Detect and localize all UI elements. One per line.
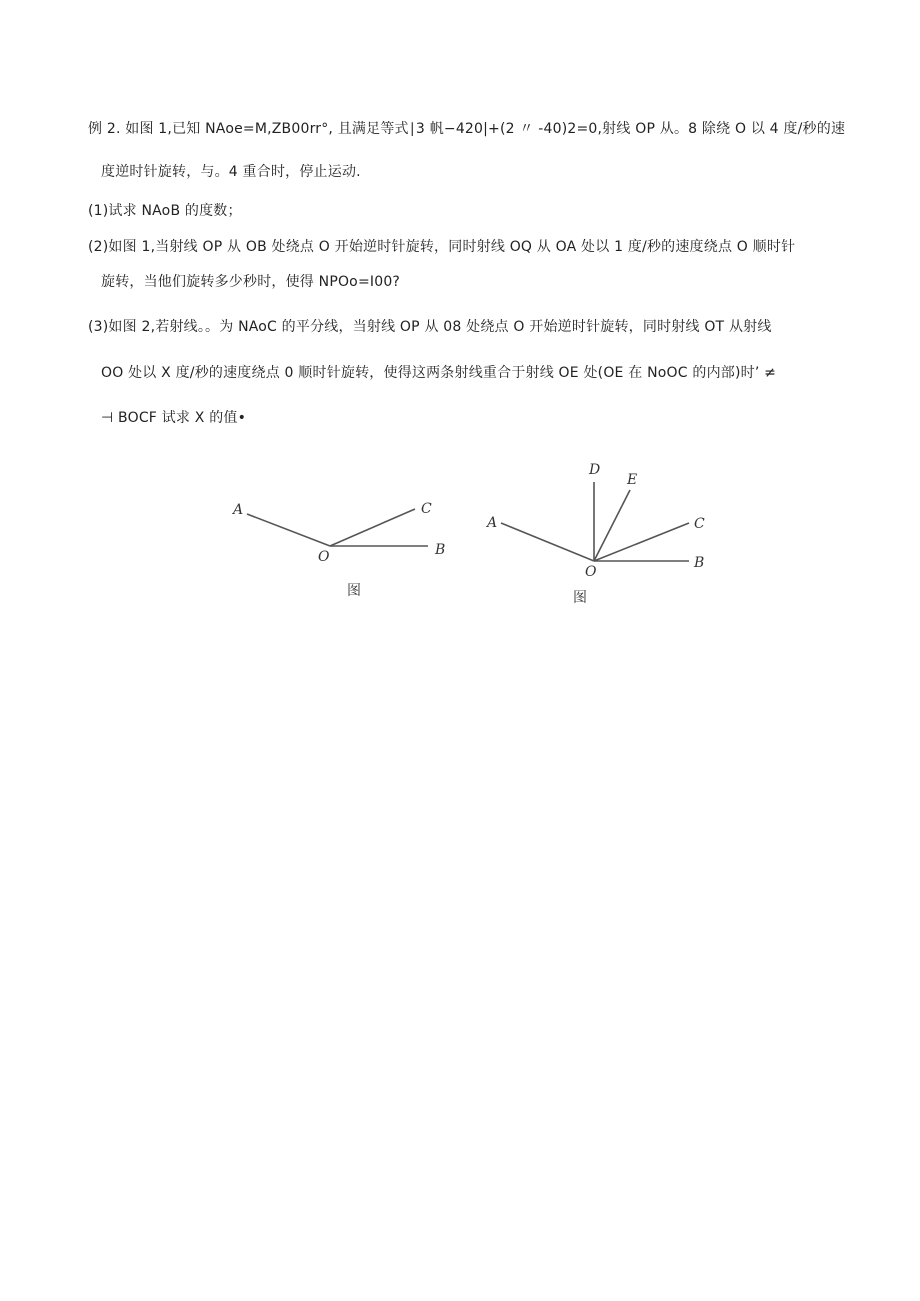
ray-oc xyxy=(594,523,689,561)
figure-2 xyxy=(480,455,710,610)
point-label-e: E xyxy=(627,472,638,488)
figure-1-caption: 图 xyxy=(347,583,361,599)
question-2-line-2: 旋转，当他们旋转多少秒时，使得 NPOo=I00? xyxy=(101,274,401,290)
problem-statement-line-1: 例 2. 如图 1,已知 NAoe=M,ZB00rr°, 且满足等式∣3 帆−420|+(2 〃 -40)2=0,射线 OP 从。8 除绕 O 以 4 度/秒的速 xyxy=(88,121,846,137)
question-3-line-3: ⊣ BOCF 试求 X 的值• xyxy=(101,410,247,426)
point-label-c: C xyxy=(694,516,705,532)
figure-2-caption: 图 xyxy=(573,590,587,606)
question-2-line-1: (2)如图 1,当射线 OP 从 OB 处绕点 O 开始逆时针旋转，同时射线 OQ 从 OA 处以 1 度/秒的速度绕点 O 顺时针 xyxy=(88,239,796,255)
ray-oa xyxy=(501,523,594,561)
question-3-line-1: (3)如图 2,若射线。。为 NAoC 的平分线，当射线 OP 从 08 处绕点 O 开始逆时针旋转，同时射线 OT 从射线 xyxy=(88,319,772,335)
ray-oe xyxy=(594,490,630,561)
point-label-o: O xyxy=(318,549,330,565)
point-label-b: B xyxy=(694,555,705,571)
point-label-o: O xyxy=(585,564,597,580)
point-label-d: D xyxy=(589,462,601,478)
question-1: (1)试求 NAoB 的度数； xyxy=(88,203,242,219)
problem-statement-line-2: 度逆时针旋转，与。4 重合时，停止运动. xyxy=(101,164,361,180)
point-label-a: A xyxy=(233,502,244,518)
point-label-b: B xyxy=(435,542,446,558)
figure-1 xyxy=(225,492,455,602)
question-3-line-2: OO 处以 X 度/秒的速度绕点 0 顺时针旋转，使得这两条射线重合于射线 OE 处(OE 在 NoOC 的内部)时’ ≠ xyxy=(101,365,777,381)
point-label-a: A xyxy=(487,515,498,531)
ray-oa xyxy=(247,514,330,546)
point-label-c: C xyxy=(421,501,432,517)
ray-oc xyxy=(330,509,415,546)
